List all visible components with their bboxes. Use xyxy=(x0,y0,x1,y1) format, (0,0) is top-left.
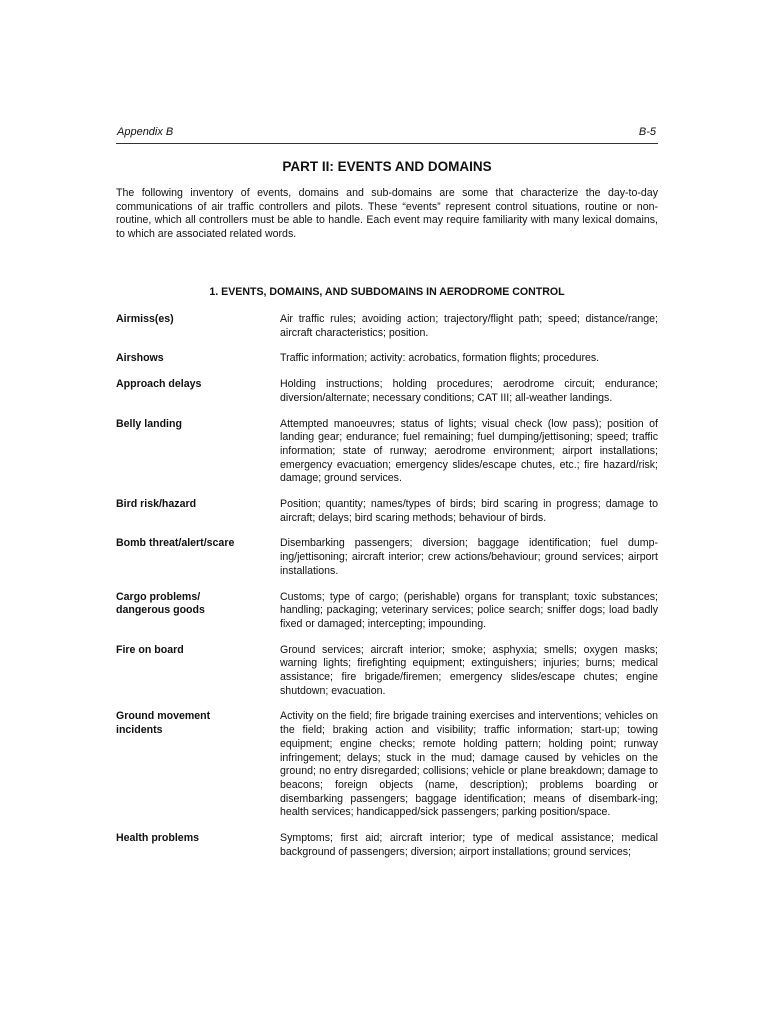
event-term: Fire on board xyxy=(116,643,184,656)
event-domains: Disembarking passengers; diversion; baggage identification; fuel dump-ing/jettisoning; aircraft interior; crew actions/behaviour; ground services; airport installations. xyxy=(280,537,658,577)
event-term: Approach delays xyxy=(116,378,202,391)
section-title: 1. EVENTS, DOMAINS, AND SUBDOMAINS IN AERODROME CONTROL xyxy=(209,286,565,298)
event-term: Bird risk/hazard xyxy=(116,498,197,511)
event-entry-airshows xyxy=(116,352,658,366)
event-entry-cargo-problems xyxy=(116,591,658,632)
event-entry-health-problems xyxy=(116,832,658,859)
event-entry-ground-movement xyxy=(116,710,658,820)
event-domains: Attempted manoeuvres; status of lights; visual check (low pass); position of landing gear; endurance; fuel remaining; fuel dumping/jettisoning; speed; traffic information; state of runway; aerodrome environment; airport installations; emergency evacuation; emergency slides/escape chutes, etc.; fire hazard/risk; damage; ground services. xyxy=(280,417,658,485)
page-number: B-5 xyxy=(638,126,656,138)
event-domains: Position; quantity; names/types of birds; bird scaring in progress; damage to aircraft; delays; bird scaring methods; behaviour of birds. xyxy=(280,498,658,524)
event-domains: Air traffic rules; avoiding action; trajectory/flight path; speed; distance/range; aircraft characteristics; position. xyxy=(280,313,658,339)
event-domains: Traffic information; activity: acrobatics, formation flights; procedures. xyxy=(280,352,600,365)
event-entry-bird-risk xyxy=(116,498,658,525)
event-term: Ground movement incidents xyxy=(116,710,211,737)
event-entry-fire-on-board xyxy=(116,644,658,699)
events-list xyxy=(116,313,658,872)
event-domains: Ground services; aircraft interior; smoke; asphyxia; smells; oxygen masks; warning lights; firefighting equipment; extinguishers; injuries; burns; medical assistance; fire brigade/firemen; emergency slides/escape chutes; engine shutdown; evacuation. xyxy=(280,643,658,697)
event-domains: Activity on the field; fire brigade training exercises and interventions; vehicles on the field; braking action and visibility; traffic information; start-up; towing equipment; engine checks; remote holding pattern; holding point; runway infringement; delays; stuck in the mud; damage caused by vehicles on the ground; no entry disregarded; collisions; vehicle or plane breakdown; damage to beacons; foreign objects (name, description); problems boarding or disembarking passengers; baggage identification; means of disembark-ing; health services; handicapped/sick passengers; parking position/space. xyxy=(280,710,658,819)
event-term: Bomb threat/alert/scare xyxy=(116,537,235,550)
appendix-label: Appendix B xyxy=(117,126,174,138)
event-entry-belly-landing xyxy=(116,418,658,487)
event-entry-airmisses xyxy=(116,313,658,340)
event-domains: Symptoms; first aid; aircraft interior; type of medical assistance; medical background of passengers; diversion; airport installations; ground services; xyxy=(280,832,658,858)
header-divider xyxy=(116,143,658,144)
event-entry-approach-delays xyxy=(116,378,658,405)
event-domains: Customs; type of cargo; (perishable) organs for transplant; toxic substances; handling; packaging; veterinary services; police search; sniffer dogs; load badly fixed or damaged; intercepting; impounding. xyxy=(280,590,658,630)
event-term: Airshows xyxy=(116,352,164,365)
event-term: Health problems xyxy=(116,832,200,845)
event-domains: Holding instructions; holding procedures; aerodrome circuit; endurance; diversion/alternate; necessary conditions; CAT III; all-weather landings. xyxy=(280,378,658,404)
event-term: Airmiss(es) xyxy=(116,313,174,325)
event-entry-bomb-threat xyxy=(116,537,658,578)
part-title: PART II: EVENTS AND DOMAINS xyxy=(282,159,492,174)
event-term: Belly landing xyxy=(116,417,182,430)
intro-paragraph: The following inventory of events, domains and sub-domains are some that characterize the day-to-day communications of air traffic controllers and pilots. These “events” represent control situations, routine or non-routine, which all controllers must be able to handle. Each event may require familiarity with many lexical domains, to which are associated related words. xyxy=(116,187,658,240)
event-term: Cargo problems/ dangerous goods xyxy=(116,590,205,617)
